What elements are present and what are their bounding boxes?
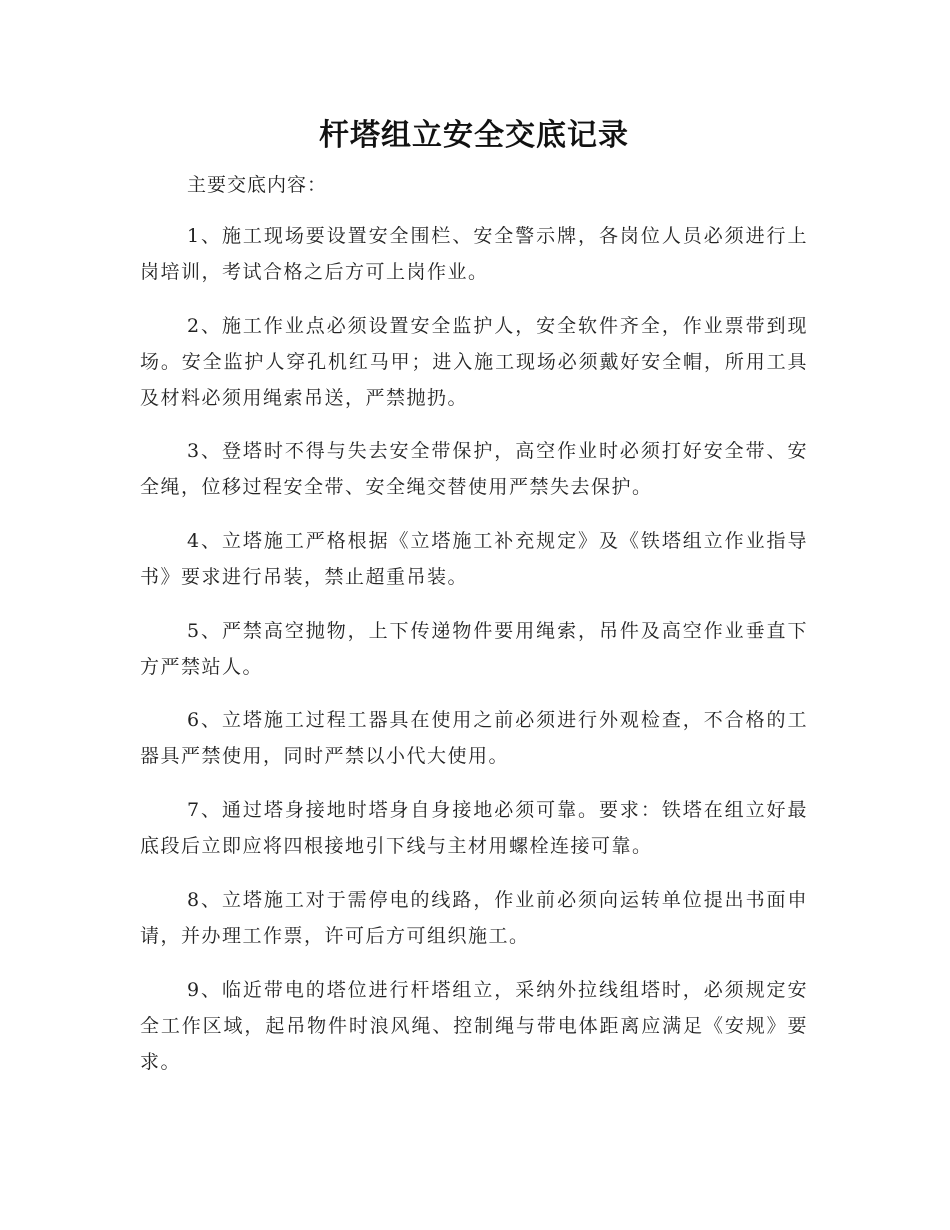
list-item: 4、立塔施工严格根据《立塔施工补充规定》及《铁塔组立作业指导书》要求进行吊装，禁止超重吊装。 xyxy=(140,530,808,588)
list-item: 9、临近带电的塔位进行杆塔组立，采纳外拉线组塔时，必须规定安全工作区域，起吊物件时浪风绳、控制绳与带电体距离应满足《安规》要求。 xyxy=(140,979,808,1073)
list-item: 5、严禁高空抛物，上下传递物件要用绳索，吊件及高空作业垂直下方严禁站人。 xyxy=(140,620,808,678)
list-item: 8、立塔施工对于需停电的线路，作业前必须向运转单位提出书面申请，并办理工作票，许可后方可组织施工。 xyxy=(140,889,808,947)
intro-heading: 主要交底内容： xyxy=(187,174,328,196)
list-item: 7、通过塔身接地时塔身自身接地必须可靠。要求：铁塔在组立好最底段后立即应将四根接地引下线与主材用螺栓连接可靠。 xyxy=(140,799,808,857)
list-item: 2、施工作业点必须设置安全监护人，安全软件齐全，作业票带到现场。安全监护人穿孔机红马甲；进入施工现场必须戴好安全帽，所用工具及材料必须用绳索吊送，严禁抛扔。 xyxy=(140,315,808,409)
list-item: 3、登塔时不得与失去安全带保护，高空作业时必须打好安全带、安全绳，位移过程安全带、安全绳交替使用严禁失去保护。 xyxy=(140,440,808,498)
document-title: 杆塔组立安全交底记录 xyxy=(319,118,629,153)
list-item: 1、施工现场要设置安全围栏、安全警示牌，各岗位人员必须进行上岗培训，考试合格之后方可上岗作业。 xyxy=(140,225,808,283)
list-item: 6、立塔施工过程工器具在使用之前必须进行外观检查，不合格的工器具严禁使用，同时严禁以小代大使用。 xyxy=(140,709,808,767)
